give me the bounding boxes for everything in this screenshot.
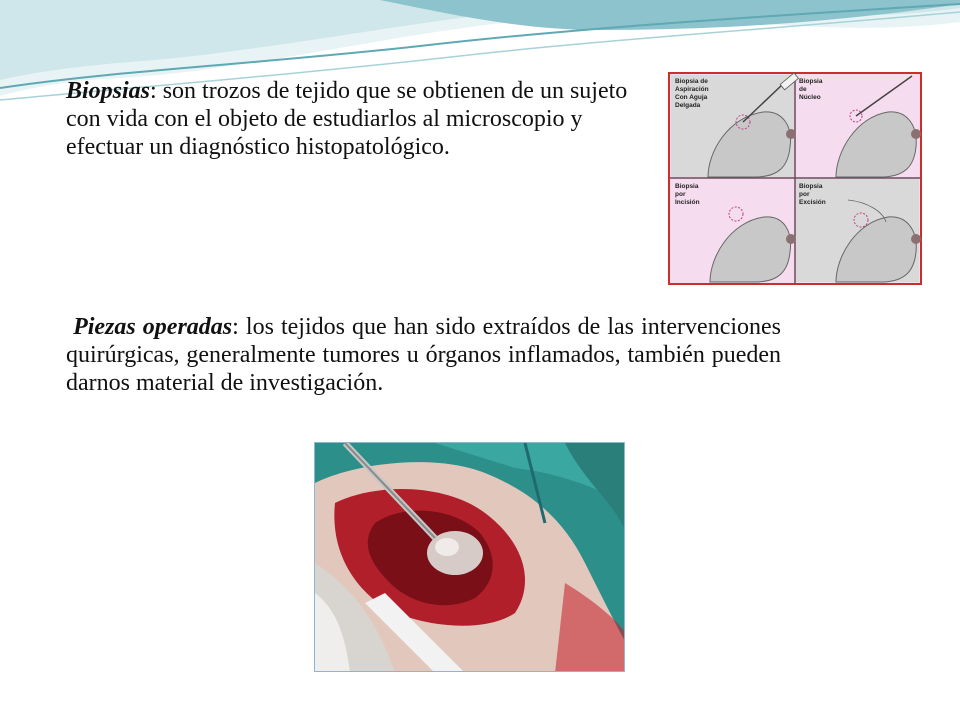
biopsias-definition: : son trozos de tejido que se obtienen de un sujeto con vida con el objeto de estudiarlos al microscopio y efectuar un diagnóstico histopatológico. (66, 78, 628, 160)
piezas-operadas-definition: : los tejidos que han sido extraídos de las intervenciones quirúrgicas, generalmente tumores u órganos inflamados, también pueden darnos material de investigación. (66, 314, 782, 396)
diagram-label-aspiracion: Biopsia de Aspiración Con Aguja Delgada (675, 78, 709, 109)
piezas-operadas-paragraph (66, 313, 781, 397)
diagram-label-incision: Biopsia por Incisión (675, 183, 700, 206)
surgical-photo-illustration (315, 443, 625, 672)
piezas-operadas-term: Piezas operadas (73, 314, 233, 340)
biopsias-paragraph (66, 77, 656, 161)
biopsy-types-diagram (668, 72, 922, 285)
diagram-label-nucleo: Biopsia de Núcleo (799, 78, 823, 101)
biopsias-term: Biopsias (66, 78, 151, 104)
surgical-photo (314, 442, 625, 672)
diagram-label-excision: Biopsia por Excisión (799, 183, 826, 206)
